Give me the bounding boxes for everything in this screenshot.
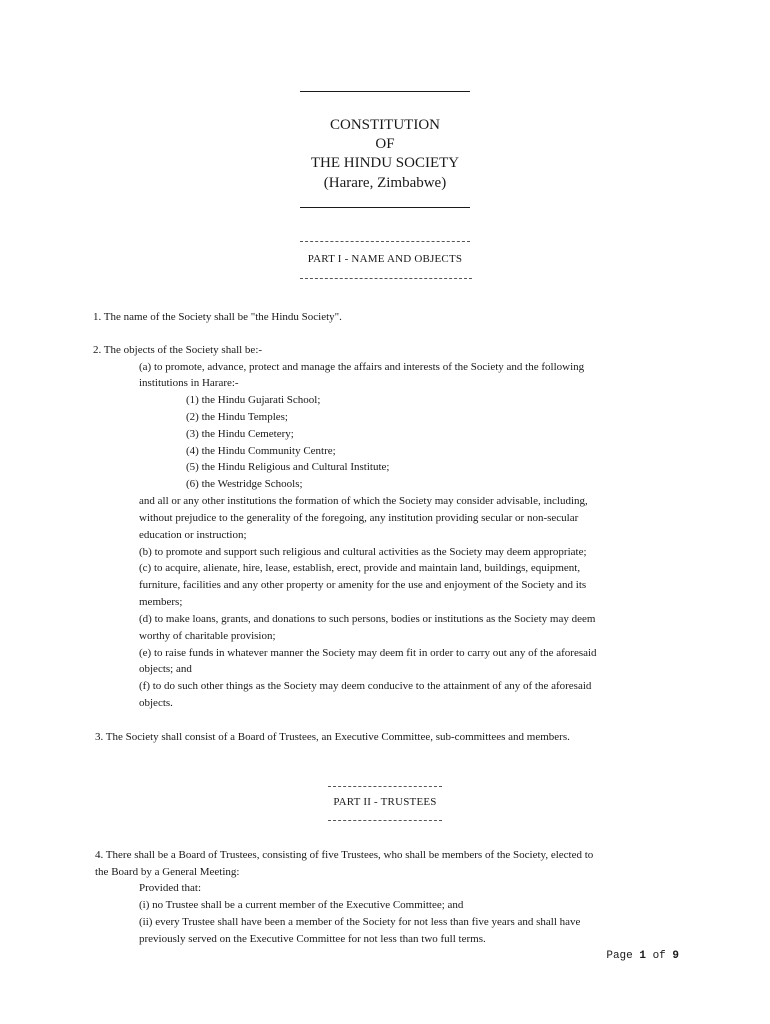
of-label: of bbox=[652, 950, 666, 962]
clause-2-and-line-1: and all or any other institutions the formation of which the Society may consider advisable, including, bbox=[139, 495, 588, 507]
clause-2d-line-2: worthy of charitable provision; bbox=[139, 630, 276, 642]
clause-2c-line-2: furniture, facilities and any other property or amenity for the use and enjoyment of the Society and its bbox=[139, 579, 587, 591]
clause-3: 3. The Society shall consist of a Board of Trustees, an Executive Committee, sub-committees and members. bbox=[95, 731, 570, 743]
clause-2a-line-1: (a) to promote, advance, protect and manage the affairs and interests of the Society and the following bbox=[139, 361, 585, 373]
clause-2-intro: 2. The objects of the Society shall be:- bbox=[93, 344, 263, 356]
title-line-3: THE HINDU SOCIETY bbox=[310, 155, 460, 171]
clause-2d-line-1: (d) to make loans, grants, and donations to such persons, bodies or institutions as the Society may deem bbox=[139, 613, 596, 625]
part1-bottom-rule bbox=[300, 278, 472, 279]
title-bottom-rule bbox=[300, 207, 470, 208]
clause-4-i: (i) no Trustee shall be a current member of the Executive Committee; and bbox=[139, 899, 464, 911]
page-current: 1 bbox=[639, 950, 646, 962]
clause-1: 1. The name of the Society shall be "the Hindu Society". bbox=[93, 311, 342, 323]
clause-2f-line-2: objects. bbox=[139, 697, 173, 709]
clause-4-ii-line-1: (ii) every Trustee shall have been a member of the Society for not less than five years and shall have bbox=[139, 916, 581, 928]
part2-top-rule bbox=[328, 786, 442, 787]
institution-item: (4) the Hindu Community Centre; bbox=[186, 445, 336, 457]
part2-heading: PART II - TRUSTEES bbox=[333, 796, 437, 808]
clause-2a-line-2: institutions in Harare:- bbox=[139, 377, 239, 389]
clause-2-and-line-2: without prejudice to the generality of the foregoing, any institution providing secular or non-secular bbox=[139, 512, 579, 524]
page-total: 9 bbox=[672, 950, 679, 962]
clause-4-ii-line-2: previously served on the Executive Committee for not less than two full terms. bbox=[139, 933, 486, 945]
title-line-1: CONSTITUTION bbox=[330, 117, 440, 133]
clause-2e-line-1: (e) to raise funds in whatever manner the Society may deem fit in order to carry out any of the aforesaid bbox=[139, 647, 597, 659]
title-top-rule bbox=[300, 91, 470, 92]
institution-item: (5) the Hindu Religious and Cultural Institute; bbox=[186, 461, 390, 473]
clause-2f-line-1: (f) to do such other things as the Society may deem conducive to the attainment of any of the aforesaid bbox=[139, 680, 592, 692]
clause-4-line-2: the Board by a General Meeting: bbox=[95, 866, 240, 878]
page-label: Page bbox=[606, 950, 633, 962]
clause-2c-line-3: members; bbox=[139, 596, 183, 608]
institution-item: (3) the Hindu Cemetery; bbox=[186, 428, 294, 440]
part2-bottom-rule bbox=[328, 820, 442, 821]
institution-item: (6) the Westridge Schools; bbox=[186, 478, 303, 490]
clause-2b: (b) to promote and support such religious and cultural activities as the Society may deem appropriate; bbox=[139, 546, 587, 558]
part1-heading: PART I - NAME AND OBJECTS bbox=[307, 253, 463, 265]
clause-4-line-1: 4. There shall be a Board of Trustees, consisting of five Trustees, who shall be members of the Society, elected to bbox=[95, 849, 594, 861]
title-line-2: OF bbox=[375, 136, 395, 152]
institution-item: (2) the Hindu Temples; bbox=[186, 411, 288, 423]
part1-top-rule bbox=[300, 241, 470, 242]
page-indicator bbox=[606, 950, 679, 962]
clause-2-and-line-3: education or instruction; bbox=[139, 529, 247, 541]
subtitle: (Harare, Zimbabwe) bbox=[323, 175, 447, 191]
institution-item: (1) the Hindu Gujarati School; bbox=[186, 394, 321, 406]
clause-4-provided: Provided that: bbox=[139, 882, 202, 894]
clause-2c-line-1: (c) to acquire, alienate, hire, lease, establish, erect, provide and maintain land, buildings, equipment, bbox=[139, 562, 581, 574]
clause-2e-line-2: objects; and bbox=[139, 663, 192, 675]
